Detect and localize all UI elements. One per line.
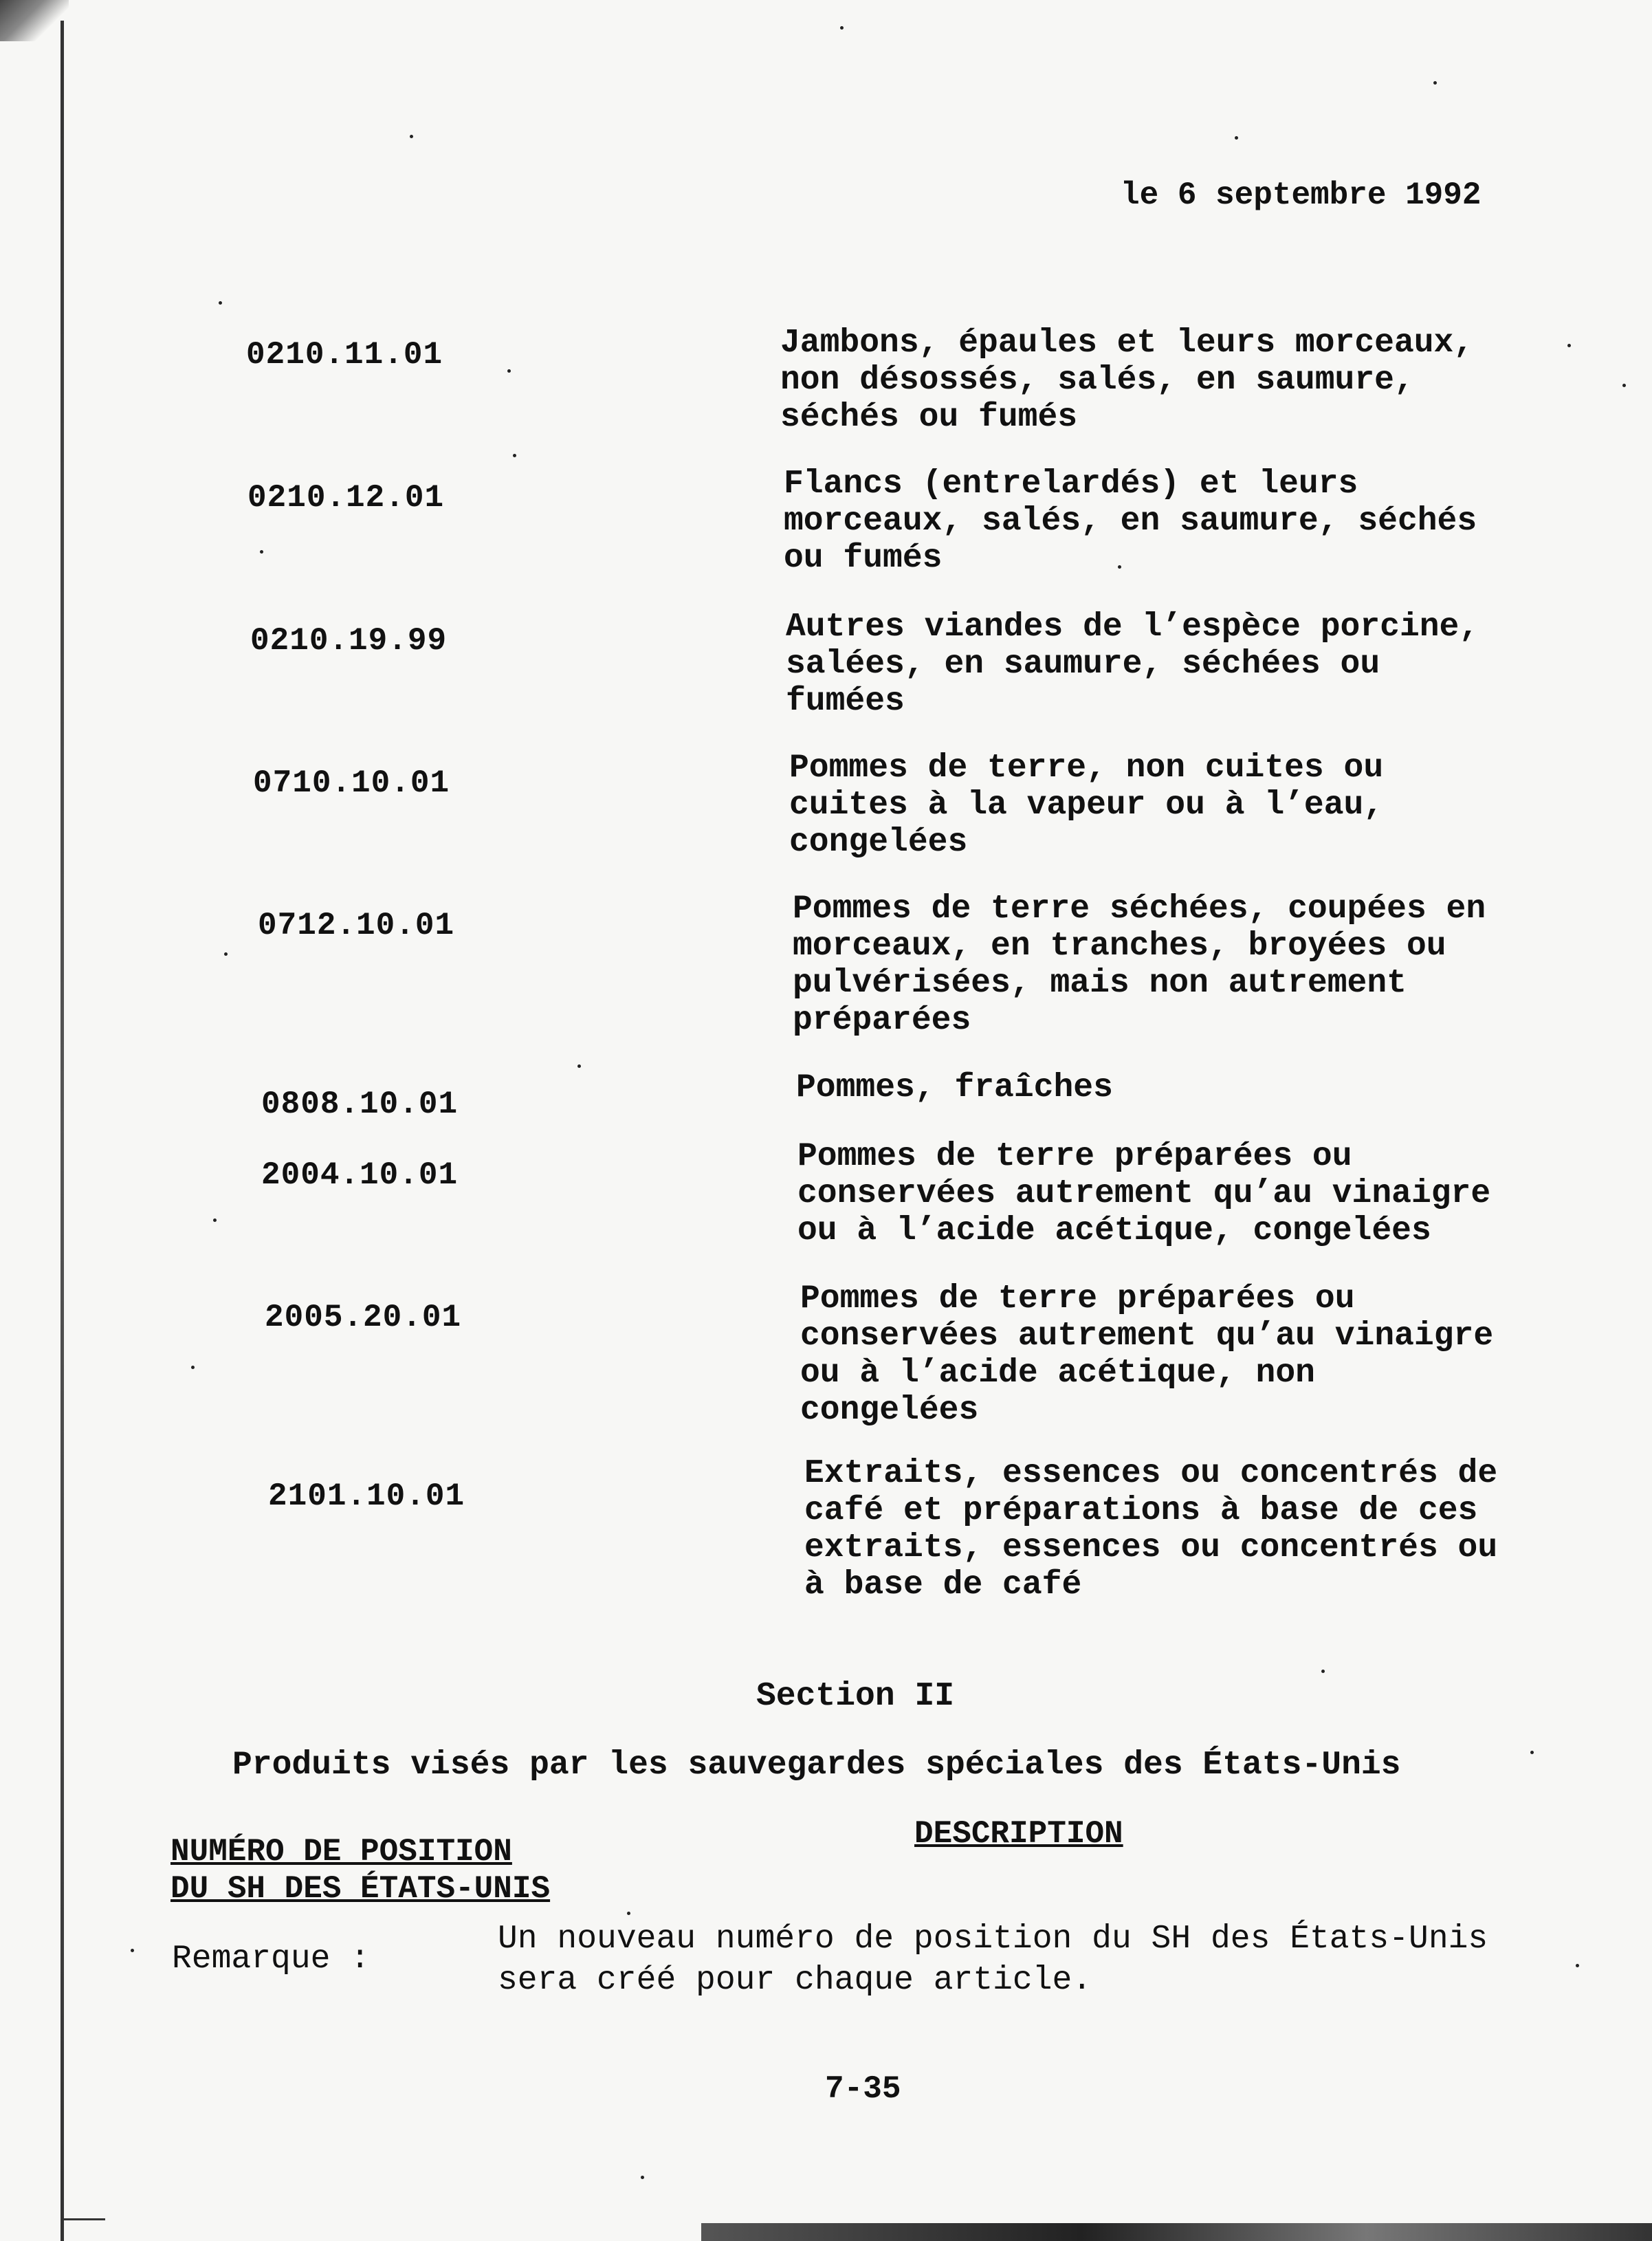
scan-speck: [224, 952, 228, 956]
section-title: Section II: [756, 1678, 955, 1715]
scan-left-edge: [60, 21, 64, 2221]
description-line: congelées: [789, 824, 968, 861]
scan-speck: [627, 1912, 630, 1915]
note-line: sera créé pour chaque article.: [498, 1962, 1092, 1999]
description-line: Pommes de terre séchées, coupées en: [793, 890, 1486, 928]
description-line: extraits, essences ou concentrés ou: [804, 1529, 1498, 1566]
tariff-code: 2005.20.01: [265, 1300, 462, 1335]
scan-speck: [219, 301, 222, 305]
tariff-code: 0808.10.01: [261, 1086, 459, 1122]
column-header-line: DU SH DES ÉTATS-UNIS: [170, 1871, 551, 1907]
description-line: ou à l’acide acétique, congelées: [797, 1212, 1431, 1249]
description-line: ou à l’acide acétique, non: [800, 1355, 1315, 1392]
tariff-code: 0210.19.99: [250, 623, 448, 659]
scan-speck: [1622, 384, 1626, 387]
tariff-code: 0210.11.01: [246, 337, 443, 373]
scan-speck: [840, 26, 844, 30]
scan-speck: [577, 1064, 581, 1068]
tariff-code: 0210.12.01: [247, 480, 445, 516]
scan-speck: [131, 1949, 134, 1952]
tariff-code: 2004.10.01: [261, 1157, 459, 1193]
tariff-description: [800, 1280, 1591, 1429]
scan-speck: [1235, 136, 1238, 140]
description-line: ou fumés: [784, 540, 943, 577]
scan-speck: [213, 1218, 217, 1222]
description-line: non désossés, salés, en saumure,: [780, 362, 1414, 399]
tariff-description: [789, 750, 1580, 861]
tariff-code: 2101.10.01: [268, 1478, 465, 1514]
description-line: conservées autrement qu’au vinaigre: [797, 1175, 1491, 1212]
note-text: [498, 1918, 1598, 2001]
scan-speck: [1433, 81, 1437, 85]
description-line: morceaux, en tranches, broyées ou: [793, 928, 1446, 965]
tariff-description: [786, 609, 1576, 720]
note-label: Remarque :: [172, 1941, 371, 1978]
scan-corner-shadow: [0, 0, 69, 41]
description-line: Autres viandes de l’espèce porcine,: [786, 609, 1479, 646]
description-line: conservées autrement qu’au vinaigre: [800, 1318, 1494, 1355]
column-header-line: NUMÉRO DE POSITION: [170, 1834, 512, 1870]
description-line: Pommes de terre préparées ou: [797, 1138, 1352, 1175]
scan-bottom-shadow: [701, 2223, 1652, 2241]
tariff-code: 0712.10.01: [258, 908, 455, 943]
scan-speck: [410, 135, 413, 138]
document-date: le 6 septembre 1992: [1121, 177, 1482, 213]
scan-speck: [507, 369, 511, 373]
description-line: Extraits, essences ou concentrés de: [804, 1455, 1498, 1492]
description-line: fumées: [786, 683, 905, 720]
description-line: Pommes de terre préparées ou: [800, 1280, 1355, 1318]
scan-speck: [260, 550, 263, 554]
tariff-description: [797, 1138, 1588, 1249]
description-line: à base de café: [804, 1566, 1082, 1604]
description-line: café et préparations à base de ces: [804, 1492, 1478, 1529]
description-line: Flancs (entrelardés) et leurs: [784, 466, 1358, 503]
page-number: 7-35: [825, 2071, 901, 2107]
scan-speck: [1321, 1670, 1325, 1673]
column-header-position: [170, 1833, 550, 1907]
scan-speck: [513, 454, 516, 457]
tariff-code: 0710.10.01: [253, 765, 450, 801]
scan-speck: [191, 1366, 195, 1369]
tariff-description: [804, 1455, 1595, 1604]
column-header-description: DESCRIPTION: [914, 1816, 1123, 1852]
scan-bottom-left-edge: [60, 2218, 105, 2241]
description-line: Pommes de terre, non cuites ou: [789, 750, 1384, 787]
description-line: salées, en saumure, séchées ou: [786, 646, 1380, 683]
section-subtitle: Produits visés par les sauvegardes spéciales des États-Unis: [232, 1747, 1401, 1784]
tariff-description: [793, 890, 1583, 1039]
note-line: Un nouveau numéro de position du SH des États-Unis: [498, 1921, 1488, 1958]
scan-speck: [1530, 1751, 1534, 1754]
description-line: préparées: [793, 1002, 971, 1039]
description-line: cuites à la vapeur ou à l’eau,: [789, 787, 1384, 824]
tariff-description: [784, 466, 1574, 577]
description-line: morceaux, salés, en saumure, séchés: [784, 503, 1477, 540]
description-line: pulvérisées, mais non autrement: [793, 965, 1407, 1002]
description-line: Pommes, fraîches: [796, 1069, 1113, 1106]
description-line: Jambons, épaules et leurs morceaux,: [780, 325, 1474, 362]
description-line: séchés ou fumés: [780, 399, 1078, 436]
tariff-description: [796, 1069, 1587, 1106]
description-line: congelées: [800, 1392, 979, 1429]
scan-speck: [641, 2176, 644, 2179]
tariff-description: [780, 325, 1571, 436]
